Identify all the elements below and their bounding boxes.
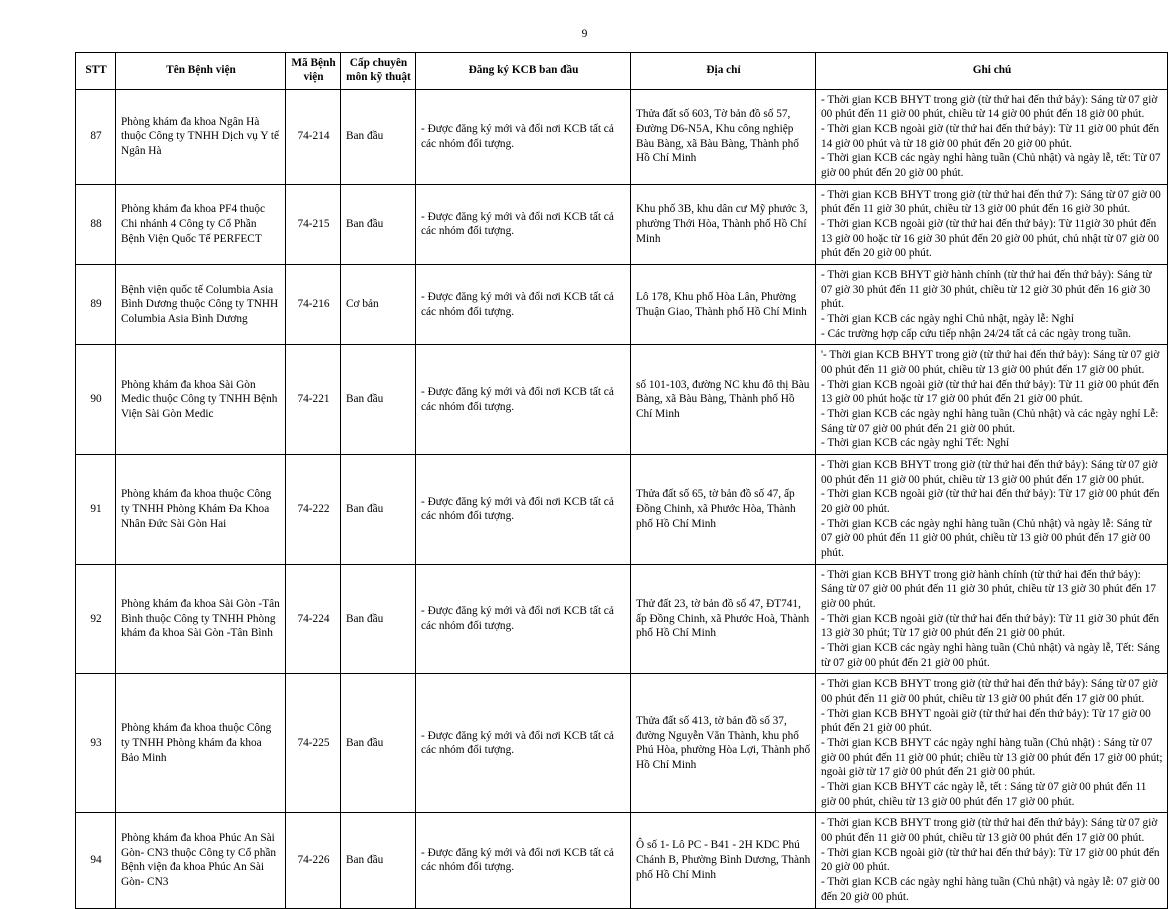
note-line: - Thời gian KCB các ngày nghỉ hàng tuần (Chủ nhật) và ngày lễ, tết: Từ 07 giờ 00 phút đến 20 giờ 00 phút. [821,152,1161,179]
cell-stt: 89 [76,264,116,344]
cell-technical-level: Ban đầu [341,455,416,565]
note-line: - Thời gian KCB ngoài giờ (từ thứ hai đến thứ bảy): Từ 17 giờ 00 phút đến 20 giờ 00 phút. [821,488,1160,516]
cell-hospital-code: 74-221 [286,345,341,455]
cell-stt: 87 [76,89,116,184]
cell-stt: 94 [76,813,116,908]
cell-hospital-code: 74-225 [286,674,341,813]
table-row [76,89,1168,184]
cell-note [816,455,1168,565]
note-line: - Các trường hợp cấp cứu tiếp nhận 24/24 tất cả các ngày trong tuần. [821,327,1131,340]
page-number: 9 [581,28,588,40]
column-header-stt: STT [76,53,116,90]
column-header-registration: Đăng ký KCB ban đầu [416,53,631,90]
column-header-address: Địa chỉ [631,53,816,90]
note-line: - Thời gian KCB BHYT trong giờ (từ thứ hai đến thứ bảy): Sáng từ 07 giờ 00 phút đến 11 giờ 00 phút, chiều từ 13 giờ 00 phút đến 17 giờ 00 phút. [821,678,1158,706]
cell-technical-level: Cơ bản [341,264,416,344]
table-header [76,53,1168,90]
note-line: - Thời gian KCB BHYT giờ hành chính (từ thứ hai đến thứ bảy): Sáng từ 07 giờ 30 phút đến 11 giờ 30 phút, chiều từ 12 giờ 30 phút đến 16 giờ 30 phút. [821,268,1152,311]
cell-note [816,345,1168,455]
cell-address: Lô 178, Khu phố Hòa Lân, Phường Thuận Giao, Thành phố Hồ Chí Minh [631,264,816,344]
cell-hospital-code: 74-222 [286,455,341,565]
cell-note [816,89,1168,184]
cell-registration: - Được đăng ký mới và đổi nơi KCB tất cả các nhóm đối tượng. [416,345,631,455]
note-line: - Thời gian KCB BHYT trong giờ (từ thứ hai đến thứ 7): Sáng từ 07 giờ 00 phút đến 11 giờ 30 phút, chiều từ 13 giờ 00 phút đến 16 giờ 30 phút. [821,188,1161,216]
note-line: - Thời gian KCB BHYT ngoài giờ (từ thứ hai đến thứ bảy): Từ 17 giờ 00 phút đến 21 giờ 00 phút. [821,707,1151,735]
note-line: - Thời gian KCB các ngày nghỉ Chủ nhật, ngày lễ: Nghỉ [821,312,1074,325]
cell-technical-level: Ban đầu [341,813,416,908]
note-line: '- Thời gian KCB BHYT trong giờ (từ thứ hai đến thứ bảy): Sáng từ 07 giờ 00 phút đến 11 giờ 00 phút, chiều từ 13 giờ 00 phút đến 17 giờ 00 phút. [821,349,1160,376]
cell-hospital-name: Phòng khám đa khoa thuộc Công ty TNHH Phòng Khám Đa Khoa Nhân Đức Sài Gòn Hai [116,455,286,565]
cell-address: Thửa đất số 65, tờ bản đồ số 47, ấp Đồng Chinh, xã Phước Hòa, Thành phố Hồ Chí Minh [631,455,816,565]
note-line: - Thời gian KCB ngoài giờ (từ thứ hai đến thứ bảy): Từ 11 giờ 30 phút đến 13 giờ 30 phút; Từ 17 giờ 00 phút đến 21 giờ 00 phút. [821,612,1160,640]
column-header-hospital-code: Mã Bệnh viện [286,53,341,90]
note-line: - Thời gian KCB các ngày nghỉ hàng tuần (Chủ nhật) và ngày lễ: Sáng từ 07 giờ 00 phút đến 11 giờ 00 phút, chiều từ 13 giờ 00 phút đến 17 giờ 00 phút. [821,517,1152,560]
cell-stt: 93 [76,674,116,813]
cell-technical-level: Ban đầu [341,89,416,184]
cell-stt: 88 [76,184,116,264]
table-row [76,813,1168,908]
cell-registration: - Được đăng ký mới và đổi nơi KCB tất cả các nhóm đối tượng. [416,264,631,344]
note-line: - Thời gian KCB các ngày nghỉ hàng tuần (Chủ nhật) và các ngày nghỉ Lễ: Sáng từ 07 giờ 00 phút đến 21 giờ 00 phút. [821,408,1159,435]
cell-address: Thử đất 23, tờ bản đồ số 47, ĐT741, ấp Đồng Chinh, xã Phước Hoà, Thành phố Hồ Chí Minh [631,564,816,674]
note-line: - Thời gian KCB ngoài giờ (từ thứ hai đến thứ bảy): Từ 11 giờ 00 phút đến 14 giờ 00 phút và từ 18 giờ 00 phút đến 20 giờ 00 phút. [821,122,1160,150]
cell-hospital-name: Phòng khám đa khoa Sài Gòn Medic thuộc Công ty TNHH Bệnh Viện Sài Gòn Medic [116,345,286,455]
cell-technical-level: Ban đầu [341,345,416,455]
cell-note [816,813,1168,908]
cell-note [816,264,1168,344]
cell-address: số 101-103, đường NC khu đô thị Bàu Bàng, xã Bàu Bàng, Thành phố Hồ Chí Minh [631,345,816,455]
cell-address: Thửa đất số 413, tờ bản đồ số 37, đường Nguyễn Văn Thành, khu phố Phú Hòa, phường Hòa Lợi, Thành phố Hồ Chí Minh [631,674,816,813]
note-line: - Thời gian KCB các ngày nghỉ hàng tuần (Chủ nhật) và ngày lễ: 07 giờ 00 đến 20 giờ 00 phút. [821,876,1160,903]
cell-hospital-code: 74-214 [286,89,341,184]
cell-technical-level: Ban đầu [341,184,416,264]
note-line: - Thời gian KCB BHYT các ngày nghỉ hàng tuần (Chủ nhật) : Sáng từ 07 giờ 00 phút đến 11 giờ 00 phút; chiều từ 13 giờ 00 phút đến 17 giờ 00 phút; ngoài giờ từ 17 giờ 00 phút đến 21 giờ 00 phút. [821,737,1163,779]
cell-technical-level: Ban đầu [341,564,416,674]
note-line: - Thời gian KCB BHYT trong giờ (từ thứ hai đến thứ bảy): Sáng từ 07 giờ 00 phút đến 11 giờ 00 phút, chiều từ 13 giờ 00 phút đến 17 giờ 00 phút. [821,459,1158,486]
note-line: - Thời gian KCB ngoài giờ (từ thứ hai đến thứ bảy): Từ 17 giờ 00 phút đến 20 giờ 00 phút. [821,846,1160,874]
note-line: - Thời gian KCB ngoài giờ (từ thứ hai đến thứ bảy): Từ 11 giờ 00 phút đến 13 giờ 00 phút hoặc từ 17 giờ 00 phút đến 21 giờ 00 phút. [821,378,1160,406]
cell-hospital-name: Phòng khám đa khoa Phúc An Sài Gòn- CN3 thuộc Công ty Cổ phần Bệnh viện đa khoa Phúc An Sài Gòn- CN3 [116,813,286,908]
note-line: - Thời gian KCB các ngày nghỉ hàng tuần (Chủ nhật) và ngày lễ, Tết: Sáng từ 07 giờ 00 phút đến 21 giờ 00 phút. [821,642,1160,669]
registration-table [75,52,1168,909]
cell-hospital-name: Phòng khám đa khoa Sài Gòn -Tân Bình thuộc Công ty TNHH Phòng khám đa khoa Sài Gòn -Tân Bình [116,564,286,674]
column-header-note: Ghi chú [816,53,1168,90]
cell-stt: 90 [76,345,116,455]
cell-note [816,564,1168,674]
column-header-technical-level: Cấp chuyên môn kỹ thuật [341,53,416,90]
cell-hospital-name: Bệnh viện quốc tế Columbia Asia Bình Dương thuộc Công ty TNHH Columbia Asia Bình Dương [116,264,286,344]
cell-technical-level: Ban đầu [341,674,416,813]
table-row [76,264,1168,344]
cell-stt: 92 [76,564,116,674]
table-row [76,184,1168,264]
cell-address: Thửa đất số 603, Tờ bản đồ số 57, Đường D6-N5A, Khu công nghiệp Bàu Bàng, xã Bàu Bàng, Thành phố Hồ Chí Minh [631,89,816,184]
cell-hospital-code: 74-226 [286,813,341,908]
note-line: - Thời gian KCB ngoài giờ (từ thứ hai đến thứ bảy): Từ 11giờ 30 phút đến 13 giờ 00 hoặc từ 16 giờ 30 phút đến 20 giờ 00 phút, chủ nhật từ 07 giờ 00 phút đến 20 giờ 00 phút. [821,217,1159,260]
table-row [76,674,1168,813]
cell-registration: - Được đăng ký mới và đổi nơi KCB tất cả các nhóm đối tượng. [416,184,631,264]
column-header-hospital-name: Tên Bệnh viện [116,53,286,90]
registration-table-container [75,52,1163,909]
cell-hospital-name: Phòng khám đa khoa Ngân Hà thuộc Công ty TNHH Dịch vụ Y tế Ngân Hà [116,89,286,184]
note-line: - Thời gian KCB BHYT trong giờ hành chính (từ thứ hai đến thứ bảy): Sáng từ 07 giờ 00 phút đến 11 giờ 30 phút, chiều từ 13 giờ 30 phút đến 17 giờ 00 phút. [821,568,1157,611]
table-row [76,455,1168,565]
table-row [76,564,1168,674]
cell-hospital-code: 74-224 [286,564,341,674]
cell-registration: - Được đăng ký mới và đổi nơi KCB tất cả các nhóm đối tượng. [416,564,631,674]
cell-registration: - Được đăng ký mới và đổi nơi KCB tất cả các nhóm đối tượng. [416,455,631,565]
cell-registration: - Được đăng ký mới và đổi nơi KCB tất cả các nhóm đối tượng. [416,813,631,908]
note-line: - Thời gian KCB các ngày nghỉ Tết: Nghỉ [821,437,1010,450]
cell-stt: 91 [76,455,116,565]
cell-address: Khu phố 3B, khu dân cư Mỹ phước 3, phường Thới Hòa, Thành phố Hồ Chí Minh [631,184,816,264]
table-header-row [76,53,1168,90]
cell-registration: - Được đăng ký mới và đổi nơi KCB tất cả các nhóm đối tượng. [416,674,631,813]
note-line: - Thời gian KCB BHYT trong giờ (từ thứ hai đến thứ bảy): Sáng từ 07 giờ 00 phút đến 11 giờ 00 phút, chiều từ 13 giờ 00 phút đến 17 giờ 00 phút. [821,817,1158,845]
table-body [76,89,1168,908]
cell-hospital-code: 74-216 [286,264,341,344]
cell-note [816,674,1168,813]
cell-note [816,184,1168,264]
cell-address: Ô số 1- Lô PC - B41 - 2H KDC Phú Chánh B, Phường Bình Dương, Thành phố Hồ Chí Minh [631,813,816,908]
table-row [76,345,1168,455]
cell-hospital-code: 74-215 [286,184,341,264]
note-line: - Thời gian KCB BHYT trong giờ (từ thứ hai đến thứ bảy): Sáng từ 07 giờ 00 phút đến 11 giờ 00 phút, chiều từ 14 giờ 00 phút đến 18 giờ 00 phút. [821,93,1158,121]
cell-registration: - Được đăng ký mới và đổi nơi KCB tất cả các nhóm đối tượng. [416,89,631,184]
note-line: - Thời gian KCB BHYT các ngày lễ, tết : Sáng từ 07 giờ 00 phút đến 11 giờ 00 phút, chiều từ 13 giờ 00 phút đến 17 giờ 00 phút. [821,781,1147,808]
cell-hospital-name: Phòng khám đa khoa thuộc Công ty TNHH Phòng khám đa khoa Bảo Minh [116,674,286,813]
cell-hospital-name: Phòng khám đa khoa PF4 thuộc Chi nhánh 4 Công ty Cổ Phần Bệnh Viện Quốc Tế PERFECT [116,184,286,264]
